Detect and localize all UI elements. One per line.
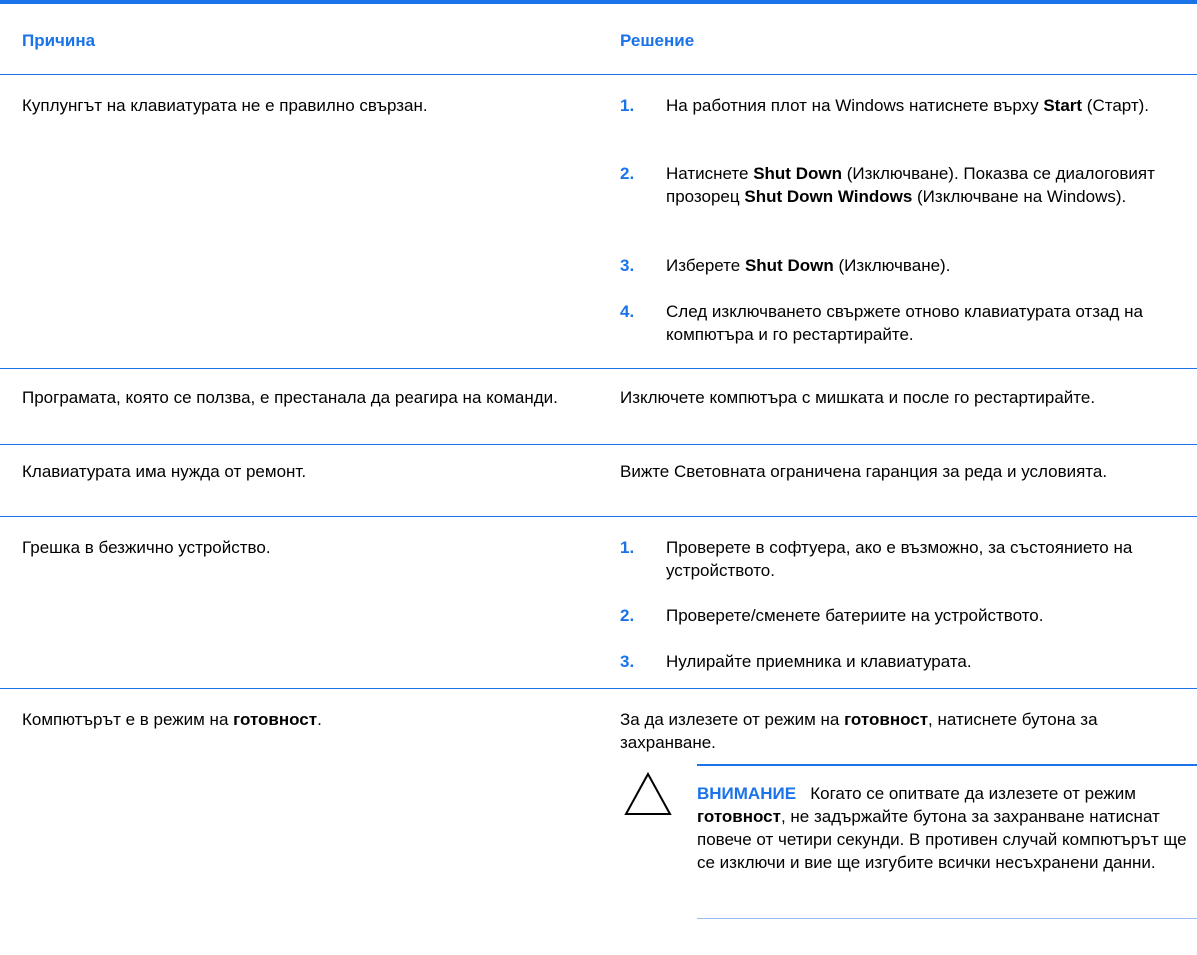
row1-step3-text: Изберете Shut Down (Изключване). — [666, 256, 951, 275]
caution-bottom-rule — [697, 918, 1197, 919]
header-cause: Причина — [22, 31, 96, 50]
row-divider — [0, 368, 1197, 369]
row2-cause: Програмата, която се ползва, е престанала да реагира на команди. — [22, 388, 558, 407]
table-header — [0, 4, 1197, 74]
row1-step1-text: На работния плот на Windows натиснете върху Start (Старт). — [666, 96, 1150, 115]
row4-step3-number: 3. — [620, 652, 635, 671]
row4-step2-number: 2. — [620, 606, 635, 625]
row5-cause: Компютърът е в режим на готовност. — [22, 710, 322, 729]
row-divider — [0, 688, 1197, 689]
row2-solution: Изключете компютъра с мишката и после го рестартирайте. — [620, 388, 1096, 407]
row5-solution: За да излезете от режим на готовност, натиснете бутона за захранване. — [620, 710, 1098, 752]
caution-label: ВНИМАНИЕ — [697, 784, 797, 803]
row3-cause: Клавиатурата има нужда от ремонт. — [22, 462, 307, 481]
row1-step2-number: 2. — [620, 164, 635, 183]
caution-note: ВНИМАНИЕ Когато се опитвате да излезете от режим готовност, не задържайте бутона за захранване натиснат повече от четири секунди. В противен случай компютърът ще се изключи и вие ще изгубите всички несъхранени данни. — [697, 784, 1187, 872]
row1-step4-number: 4. — [620, 302, 635, 321]
row4-step1-text: Проверете в софтуера, ако е възможно, за състоянието на устройството. — [666, 538, 1133, 580]
row4-step1-number: 1. — [620, 538, 635, 557]
row1-step4-text: След изключването свържете отново клавиатурата отзад на компютъра и го рестартирайте. — [666, 302, 1143, 344]
row1-step2-text: Натиснете Shut Down (Изключване). Показва се диалоговият прозорец Shut Down Windows (Изключване на Windows). — [666, 164, 1155, 206]
row4-cause: Грешка в безжично устройство. — [22, 538, 271, 557]
header-divider — [0, 74, 1197, 75]
row4-step2-text: Проверете/сменете батериите на устройството. — [666, 606, 1044, 625]
row1-step3-number: 3. — [620, 256, 635, 275]
row4-step3-text: Нулирайте приемника и клавиатурата. — [666, 652, 972, 671]
row3-solution: Вижте Световната ограничена гаранция за реда и условията. — [620, 462, 1108, 481]
row1-step1-number: 1. — [620, 96, 635, 115]
warning-triangle-icon — [622, 770, 674, 818]
row-divider — [0, 516, 1197, 517]
row1-cause: Куплунгът на клавиатурата не е правилно свързан. — [22, 96, 428, 115]
row-divider — [0, 444, 1197, 445]
header-solution: Решение — [620, 31, 695, 50]
caution-top-rule — [697, 764, 1197, 766]
